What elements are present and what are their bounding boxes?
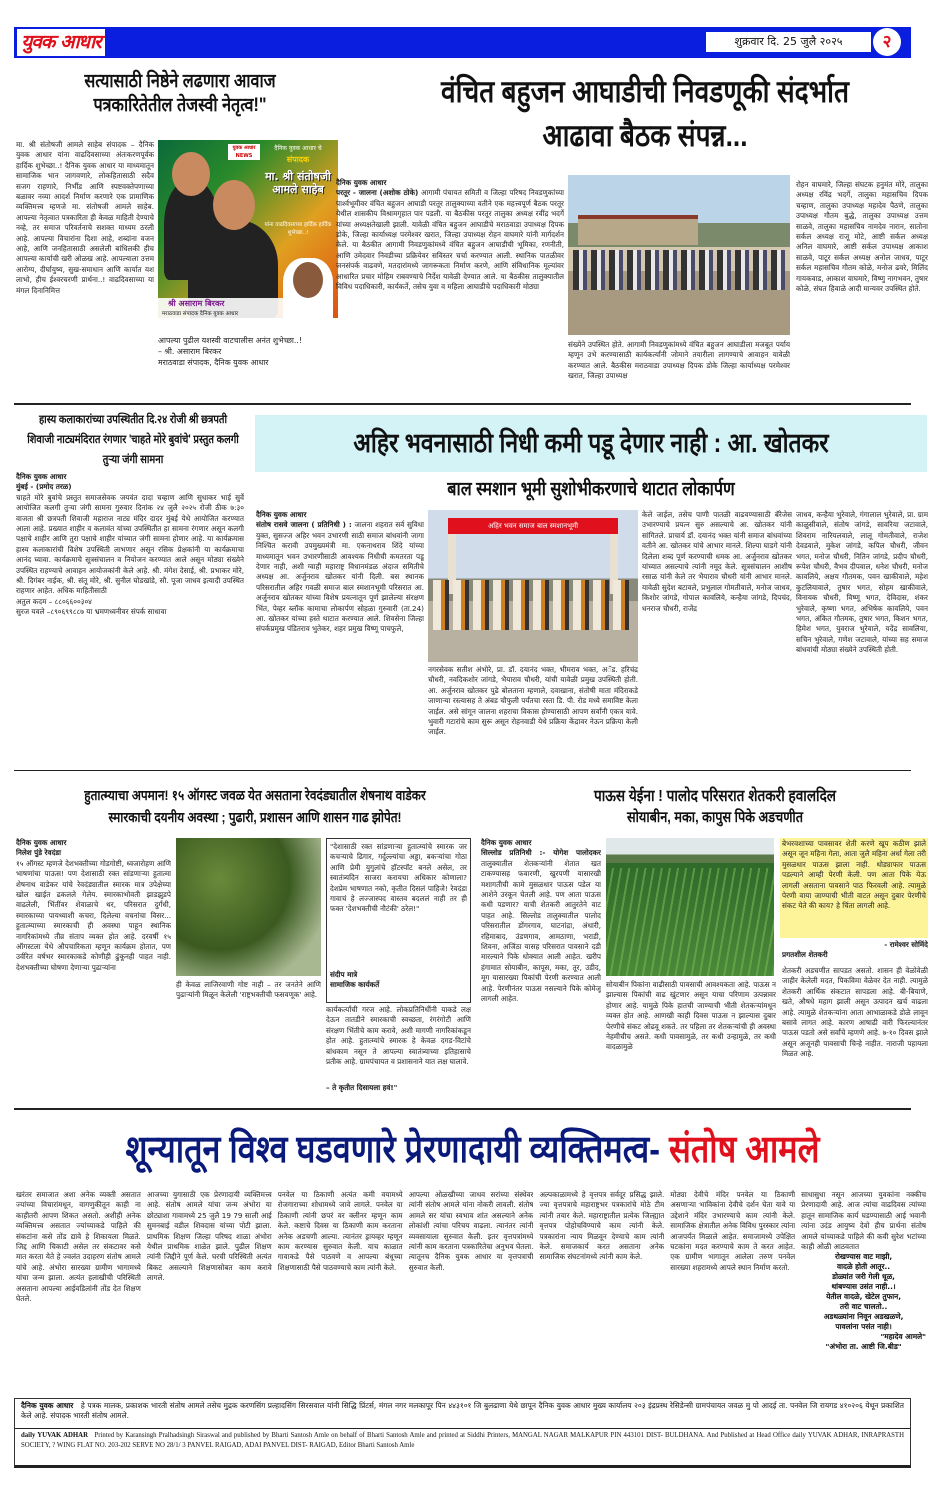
person-face bbox=[172, 152, 210, 196]
story4-dateline: संतोष रासवे जालना ( प्रतिनिधी ) : bbox=[256, 520, 352, 530]
poster-sender-title: मराठवाडा संपादक दैनिक युवक आधार bbox=[162, 311, 239, 317]
story3-body-block bbox=[16, 472, 244, 762]
story7-columns bbox=[16, 1190, 926, 1395]
story4-column1 bbox=[256, 510, 424, 765]
story4-body1: जालना शहरात सर्व सुविधा युक्त, सुसज्ज अहिर भवन उभारणी साठी समाज बांधवांनी जागा निश्चित करावी उपमुख्यमंत्री मा. एकनाथराव शिंदे यांच्या माध्यमातून भवन उभारणीसाठी आवश्यक निधीची कमतरता पडू देणार नाही, अशी ग्वाही महाराष्ट्र विधानमंडळ अंदाज समितीचे अध्यक्ष आ. अर्जुनराव खोतकर यांनी दिली. बस स्थानक परिसरातील अहिर गवळी समाज बाल स्मशानभूमी परिसरात आ. अर्जुनराव खोतकर यांच्या विशेष प्रयत्नातून पूर्ण झालेल्या संरक्षण भिंत, पेव्हर ब्लॉक कामाचा लोकार्पण सोहळा गुरुवारी (ता.24) आ. खोतकर यांच्या हस्ते थाटात करण्यात आले. शिवसेना जिल्हा संपर्कप्रमुख पंडितराव भुतेकर, शहर प्रमुख विष्णू पाचफुले, bbox=[256, 520, 424, 634]
story4-body3: केले जाईल, तसेच पाणी पातळी वाढवण्यासाठी बॅरेजेस उभारण्याचे प्रयत्न सुरु असल्याचे आ. खोतकर यांनी सांगितले. प्राचार्य डॉ. दयानंद भक्त यांनी समाज बांधवांच्या वतीने आ. खोतकर यांचे आभार मानले. शिल्पा घाडगे यांनी दिलेला शब्द पूर्ण करण्याची धमक आ. अर्जुनराव खोतकर यांच्यात असल्याचे त्यांनी नमूद केले. सूत्रसंचालन आशीष रसाळ यांनी केले तर भैयाराव चौधरी यांनी आभार मानले. यावेळी सुदेश बटावले, प्रभुलाल गोमतीवाले, मनोज जाधव, किशोर जांगडे, गोपाल कावलिये, कन्हैया जांगडे, दिपचंद, धनराज चौधरी, राजेंद्र bbox=[642, 510, 792, 613]
story6-highlight-author-title: प्रगतशील शेतकरी bbox=[782, 950, 828, 960]
story2-column1 bbox=[336, 178, 564, 396]
poem-line: अडथळ्यांना निवून अडखळणे, bbox=[823, 1312, 904, 1321]
story1-closing: आपल्या पुढील यशस्वी वाटचालीस अनंत शुभेच्छा..! bbox=[158, 336, 303, 345]
memorial-tree-photo bbox=[176, 838, 321, 976]
story3-body: चाहते मोरे बुवांचे प्रस्तुत समाजसेवक जयवंत दादा चव्हाण आणि सुधाकर भाई सुर्वे आयोजित कलगी तुऱ्या जंगी सामना गुरुवार दिनांक २४ जुलै २०२५ रोजी ठीक ७:३० वाजता श्री छत्रपती शिवाजी महाराज नाट्य मंदिर दादर मुंबई येथे आयोजित करण्यात आला आहे. प्रख्यात शाहीर व कलावंत यांच्या उपस्थितीत हा सामना रंगणार असून कलगी पक्षाचे शाहीर आणि तुरा पक्षाचे शाहीर यांच्यात जंगी सामना होणार आहे. या कार्यक्रमास हास्य कलाकारांची विशेष उपस्थिती लाभणार असून रसिक प्रेक्षकांनी या कार्यक्रमाचा आनंद घ्यावा. कार्यक्रमाचे सूत्रसंचालन व नियोजन करण्यात आले असून मोठ्या संख्येने उपस्थित राहण्याचे आवाहन आयोजकांनी केले आहे. श्री. मंगेश देसाई, श्री. प्रभाकर मोरे, श्री. दिगंबर नाईक, श्री. संतू मोरे, श्री. सुनील घोडखांडे, सौ. पूजा जाधव इत्यादी उपस्थित राहणार आहेत. अधिक माहितीसाठी bbox=[16, 492, 244, 596]
section-divider bbox=[14, 1108, 911, 1110]
story2-source: दैनिक युवक आधार bbox=[336, 178, 387, 187]
story7-column: आजच्या युगासाठी एक प्रेरणादायी व्यक्तिमत्त्व आहे. संतोष आमले यांचा जन्म अंभोरा या छोट्याशा गावामध्ये 25 जुलै 19 79 साली आई सुमनबाई वडील शिवदास यांच्या पोटी झाला. प्राथमिक शिक्षण जिल्हा परिषद शाळा अंभोरा येथील प्राथमिक शाळेत झाले. पुढील शिक्षण त्यांनी जिद्दीने पूर्ण केले. घरची परिस्थिती अत्यंत बिकट असल्याने शिक्षणासोबत काम करावे लागले. bbox=[146, 1190, 272, 1283]
story4-body4: जाधव, कन्हैया भुरेवाले, गंगालाल भुरेवाले, प्रा. ग्राम काळुसीवाले, संतोष जांगडे, सावरिया जटावाले, शिवराम नारियलवाले, लालू गोमतीवाले, राजेश देवडवाले, मुकेश जांगडे, कपिल चौधरी, जीवन भगत, मनोज चौधरी, नितिन जांगडे, प्रदीप चौधरी, रूपेश चौधरी, वैभव दीपवाल, धनेश चौधरी, मनोज कावलिये, अक्षय गौतमक, पवन खाकीवाले, महेश कुटलियावाले, तुषार भगत, सोहम खाकीवाले, विनायक चौधरी, विष्णू भगत, देविदास, शंकर भुरेवाले, कृष्णा भगत, अभिषेक कावलिये, पवन भगत, अंकित गौतमक, तुषार भगत, किशन भगत, हिमेश भगत, युवराज भुरेवाले, यदेंद्र सावलिया, सचिन भुरेवाले, गणेश जटावाले, यांच्या सह समाज बांधवांची मोठ्या संख्येने उपस्थिती होती. bbox=[796, 510, 928, 655]
issue-date: शुक्रवार दि. 25 जुलै २०२५ bbox=[706, 32, 871, 52]
story6-subheadline: सोयाबीन, मका, कापुस पिके अडचणीत bbox=[626, 809, 803, 826]
poster-brand: युवक आधार NEWS bbox=[228, 144, 260, 160]
poster-sender: श्री असाराम बिरकर bbox=[168, 299, 225, 308]
poem-author: "महादेव आमले" bbox=[880, 1332, 927, 1341]
story6-body2: सोयाबीन पिकांना वाढीसाठी पावसाची आवश्यकता आहे. पाऊस न झाल्यास पिकांची वाढ खुंटणार असून याचा परिणाम उत्पन्नावर होणार आहे. यामुळे पिके हातची जाण्याची भीती शेतकऱ्यांमधून व्यक्त होत आहे. आणखी काही दिवस पाऊस न झाल्यास दुबार पेरणीचे संकट ओढवू शकते. तर पहिला तर शेतकऱ्यांची ही अवस्था नेहमीचीच असते. कधी पावसामुळे, तर कधी उन्हामुळे, तर कधी वादळामुळे bbox=[606, 980, 776, 1052]
story6-highlight-author-block bbox=[782, 940, 928, 964]
story5-headline: हुतात्म्याचा अपमान! १५ ऑगस्ट जवळ येत असताना रेवदंड्यातील शेषनाथ वाडेकर bbox=[84, 787, 426, 803]
poster-line2: संपादक bbox=[286, 155, 310, 164]
person-face bbox=[213, 180, 255, 230]
imprint-marathi-label: दैनिक युवक आधार bbox=[21, 1401, 74, 1410]
imprint-footer bbox=[14, 1398, 911, 1468]
story5-quote: "देशासाठी रक्त सांडणाऱ्या हुतात्म्यांचे स्मारक जर कचऱ्याचे ढिगार, गर्दुल्ल्यांचा अड्डा, बकऱ्यांचा गोठा आणि प्रेमी युगुलांचे हॉटस्पॉट बनले असेल, तर स्वातंत्र्यदिन साजरा करायचा अधिकार कोणाला? देशप्रेम भाषणात नको, कृतीत दिसलं पाहिजे! रेवदंडा गावाचं हे लज्जास्पद वास्तव बदललं नाही तर ही फक्त 'देशभक्तीची नौटंकी' ठरेल!" bbox=[330, 842, 467, 914]
story5-quote-author: संदीप मात्रे bbox=[330, 970, 358, 979]
story1-body: मा. श्री संतोषजी आमले साहेब संपादक – दैनिक युवक आधार यांना वाढदिवसाच्या अंतःकरणपूर्वक हार्दिक शुभेच्छा..! दैनिक युवक आधार या माध्यमातून सामाजिक भान जागवणारे, लोकहितासाठी सदैव सजग राहणारे, निर्भीड आणि स्पष्टवक्तेपणाच्या बळावर नव्या आदर्श निर्माण करणारे एक प्रामाणिक व्यक्तिमत्त्व म्हणजे मा. संतोषजी आमले साहेब. आपल्या नेतृत्वात पत्रकारिता ही केवळ माहिती देण्याचे नव्हे, तर समाज परिवर्तनाचे सशक्त माध्यम ठरली आहे. आपल्या विचारांना दिशा आहे, शब्दांना वजन आहे, आणि जनहितासाठी असलेली बांधिलकी हीच आपल्या कार्याची खरी ओळख आहे. आपल्याला उत्तम आरोग्य, दीर्घायुष्य, सुख-समाधान आणि कार्यात यश लाभो, हीच ईश्वरचरणी प्रार्थना..! वाढदिवसाच्या या मंगल दिनानिमित्त bbox=[16, 140, 154, 295]
story1-headline: सत्यासाठी निष्ठेने लढणारा आवाज पत्रकारितेतील तेजस्वी नेतृत्व!" bbox=[84, 71, 276, 116]
story5-body1: १५ ऑगस्ट म्हणजे देशभक्तीच्या गोडगोष्टी, ध्वजारोहण आणि भाषणांचा पाऊस! पण देशासाठी रक्त सांडणाऱ्या हुतात्मा शेषनाथ वाडेकर यांचे रेवदंड्यातील स्मारक मात्र उपेक्षेच्या खोल खाईत ढकलले गेलेय. स्मारकाभोवती झाडझुडपे वाढलेली, भिंतींवर शेवाळाचे थर, परिसरात दुर्गंधी, स्मारकाच्या पायथ्याशी कचरा, दिलेल्या वचनांचा विसर... हुतात्म्याच्या स्मारकाची ही अवस्था पाहून स्थानिक नागरिकांमध्ये तीव्र संताप व्यक्त होत आहे. दरवर्षी १५ ऑगस्टला येथे औपचारिकता म्हणून कार्यक्रम होतात, पण उर्वरित वर्षभर स्मारकाकडे कोणीही ढुंकूनही पाहत नाही. देशभक्तीच्या घोषणा देणाऱ्या पुढाऱ्यांना bbox=[16, 858, 171, 972]
imprint-marathi-text: हे पत्रक मालक, प्रकाशक भारती संतोष आमले तसेच मुद्रक करणसिंग प्रल्हादसिंग सिरसवाल यांनी सिद्धि प्रिंटर्स, मंगल नगर मलकापूर पिन ४४३१०१ जि बुलढाणा येथे छापून दैनिक युवक आधार मुख्य कार्यालय २०३ इंद्रप्रस्थ रेसिडेन्सी ग्रामपंचायत जवळ मु पो आदई ता. पनवेल जि रायगड ४१०२०६ येथून प्रकाशित केले आहे. संपादक भारती संतोष आमले. bbox=[21, 1401, 904, 1420]
poster-wish: यांना वाढदिवसाच्या हार्दिक हार्दिक शुभेच्छा..! bbox=[264, 222, 332, 236]
story5-body2: कार्यकर्त्यांची गरज आहे. लोकप्रतिनिधींनी याकडे लक्ष देऊन तातडीने स्मारकाची स्वच्छता, रंगरंगोटी आणि संरक्षण भिंतीचे काम करावे, अशी मागणी नागरिकांकडून होत आहे. हुतात्म्यांचे स्मारक हे केवळ दगड-विटांचे बांधकाम नसून ते आपल्या स्वातंत्र्याच्या इतिहासाचे प्रतीक आहे. ग्रामपंचायत व प्रशासनाने यात लक्ष घालावे. bbox=[326, 1005, 471, 1067]
poem-line: पावलांना पसंत नाही। bbox=[835, 1322, 892, 1331]
poem bbox=[801, 1252, 926, 1352]
imprint-english-text: Printed by Karansingh Pralhadsingh Siraswal and published by Bharti Santosh Amle on behalf of Bharti Santosh Amle and printed at Siddhi Printers, MANGAL NAGAR MALKAPUR PIN 443101 DIST- BULDHANA. And Published at Head Office daily YUVAK ADHAR, INRAPRASTH SOCIETY, ? WING FLAT NO. 203-202 SERVE NO 28/1/ 3 PANVEL RAIGAD, ADAI PANVEL DIST- RAIGAD, Editor Bharti Santosh Amle bbox=[21, 1432, 904, 1449]
poem-line: वादळे होती आतूर.. bbox=[837, 1262, 891, 1271]
story1-closing-block bbox=[158, 335, 340, 397]
story6-body3: शेतकरी अडचणीत सापडत असतो. शासन ही वेळोवेळी जाहीर केलेली मदत, पिकविमा वेळेवर देत नाही. त्यामुळे शेतकरी आर्थिक संकटात सापडला आहे. बी-बियाणे, खते, औषधे महाग झाली असून उत्पादन खर्च वाढला आहे. त्यामुळे शेतकऱ्यांना आता आभाळाकडे डोळे लावून बसावे लागत आहे. कारण आषाढी वारी फिरल्यानंतर पाऊस पडतो असे सर्वांचे म्हणणे आहे. ७-१० दिवस झाले असून अजूनही पावसाची चिन्हे नाहीत. नाराजी पहायला मिळत आहे. bbox=[782, 966, 928, 1059]
story4-body2: नगरसेवक सतीश अंभोरे, प्रा. डॉ. दयानंद भक्त, भीमराव भक्त, अॅड. हरिचंद्र चौधरी, नवदिकशोर जांगडे, भैयाराव चौधरी, यांची यावेळी प्रमुख उपस्थिती होती. आ. अर्जुनराव खोतकर पुढे बोलताना म्हणाले, दवाखाना, संतोषी माता मंदिराकडे जाणाऱ्या रस्त्यासह ते अंबड चौफुली पर्यंतचा रस्ता डि. पी. रोड मध्ये समाविष्ट केला जाईल. असे सांगून जालना शहराचा विकास होण्यासाठी आपण सर्वांनी एकत्र यावे. भुवारी गटारांचे काम सुरू असून रोहनवाडी येथे प्रक्रिया केंद्रावर नेऊन प्रक्रिया केली जाईल. bbox=[428, 665, 638, 737]
story1-signature: – श्री. असाराम बिरकर bbox=[158, 347, 222, 356]
story4-subheadline: बाल स्मशान भूमी सुशोभीकरणाचे थाटात लोकार्पण bbox=[447, 479, 735, 500]
poem-line: तरी वाट चालतो.. bbox=[839, 1302, 888, 1311]
story5-source: दैनिक युवक आधार bbox=[16, 838, 67, 847]
story2-headline-line1: वंचित बहुजन आघाडीची निवडणूकी संदर्भात bbox=[440, 74, 849, 109]
story6-highlight-author: - रामेश्वर सोमिंदे bbox=[884, 940, 928, 949]
story2-headline-line2: आढावा बैठक संपन्न... bbox=[542, 118, 748, 153]
story5-subheadline: स्मारकाची दयनीय अवस्था ; पुढारी, प्रशासन आणि शासन गाढ झोपेत! bbox=[108, 809, 402, 825]
story7-column: साधासुधा नसून आजच्या युवकांना नक्कीच प्रेरणादायी आहे. आज त्यांचा वाढदिवस त्यांच्या हातून सामाजिक कार्य घडण्यासाठी आई भवानी त्यांना उदंड आयुष्य देवो हीच प्रार्थना संतोष आमले यांच्याकडे पाहिले की कवी सुरेश भटांच्या काही ओळी आठवतात bbox=[801, 1190, 927, 1252]
story2-body3: रोहन वाघमारे, जिल्हा संघटक हनुमंत मोरे, तालुका अध्यक्ष रविंद्र भदर्गे, तालुका महासचिव दिपक चव्हाण, तालुका उपाध्यक्ष महादेव पैठणे, तालुका उपाध्यक्ष गौतम बुद्धे, तालुका उपाध्यक्ष उत्तम साळवे, तालुका महासचिव नामदेव नारान, सातोना सर्कल अध्यक्ष राजू मोटे, आष्टी सर्कल अध्यक्ष अनिल वाघमारे, आष्टी सर्कल उपाध्यक्ष आकाश साळवे, पाटूर सर्कल अध्यक्ष अनोल जाधव, पाटूर सर्कल महासचिव गौतम कोळे, मनोज ढवरे, मिलिंद गायकवाड, आकाश वाघमारे, विष्णु नागभवन, तुषार कोळे, संघत हिवाळे आदी मान्यवर उपस्थित होते. bbox=[796, 180, 928, 294]
poem-line: येतील वादळे, खेटेल तुफान, bbox=[826, 1292, 902, 1301]
section-divider bbox=[14, 770, 911, 771]
story3-headline: हास्य कलाकारांच्या उपस्थितीत दि.२४ रोजी श्री छत्रपती शिवाजी नाट्यमंदिरात रंगणार 'चाहते मोरे बुवांचे' प्रस्तुत कलगी तुऱ्या जंगी सामना bbox=[27, 414, 239, 466]
story7-headline bbox=[71, 1118, 874, 1182]
story7-last-column bbox=[801, 1190, 926, 1395]
story6-source: दैनिक युवक आधार bbox=[481, 838, 532, 847]
story5-caption: ही केवळ लाजिरवाणी गोष्ट नाही – तर जनतेने आणि पुढाऱ्यांनी मिळून केलेली 'राष्ट्रभक्तीची फसवणूक' आहे. bbox=[176, 980, 321, 1000]
story7-headline-part1: शून्यातून विश्व घडवणारे प्रेरणादायी व्यक्तिमत्व- bbox=[125, 1129, 661, 1171]
poster-line1: दैनिक युवक आधार चे bbox=[274, 145, 322, 152]
story5-dateline: निलेश पुंडे रेवदंडा bbox=[16, 848, 62, 858]
story4-headline: अहिर भवनासाठी निधी कमी पडू देणार नाही : आ. खोतकर bbox=[353, 428, 829, 458]
story5-quote-box bbox=[326, 838, 471, 1003]
story7-column: खरंतर समाजात अशा अनेक व्यक्ती असतात ज्यांच्या विचारांमधून, वागणुकीतून काही ना काहीतरी आपण शिकत असतो. अशीही अनेक व्यक्तिमत्त्व असतात ज्यांच्याकडे पाहिले की संकटांना कसे तोंड द्यावे हे शिकायला मिळते. जिद्द आणि चिकाटी असेल तर संकटावर कसे मात करता येते हे ज्वलंत उदाहरण संतोष आमले यांचे आहे. अंभोरा सारख्या ग्रामीण भागामध्ये यांचा जन्म झाला. अत्यंत हलाखीची परिस्थिती असताना आपल्या आईवडिलांनी तोंड देत शिक्षण घेतले. bbox=[16, 1190, 141, 1304]
story5-closing: – ते कृतीत दिसायला हवं!" bbox=[326, 1083, 398, 1092]
story6-headline: पाऊस येईना ! पालोद परिसरात शेतकरी हवालदिल bbox=[593, 788, 837, 805]
birthday-poster bbox=[158, 140, 338, 318]
story7-column: मोठ्या देवीचे मंदिर पनवेल या ठिकाणी असणाऱ्या भाविकांना देवीचे दर्शन घेता यावे या उद्देशाने मंदिर उभारण्याचे काम त्यांनी केले. सामाजिक क्षेत्रातील अनेक विविध पुरस्कार त्यांना आजपर्यंत मिळाले आहेत. समाजामध्ये उपेक्षित घटकांना मदत करण्याचे काम ते करत आहेत. एक ग्रामीण भागातून आलेला तरुण पनवेल सारख्या शहरामध्ये आपले स्थान निर्माण करतो. bbox=[670, 1190, 796, 1272]
masthead bbox=[14, 27, 911, 58]
story2-dateline: परतूर - जालना (अशोक ठोके) bbox=[336, 188, 419, 198]
crop-field-photo bbox=[606, 838, 774, 976]
story2-body1: आगामी पंचायत समिती व जिल्हा परिषद निवडणुकांच्या पार्श्वभूमीवर वंचित बहुजन आघाडी परतूर तालुक्याच्या वतीने एक महत्त्वपूर्ण बैठक परतूर येथील शासकीय विश्रामगृहात पार पडली. या बैठकीस परतूर तालुका अध्यक्ष रवींद्र भदर्गे यांच्या अध्यक्षतेखाली झाली. यावेळी वंचित बहुजन आघाडीचे मराठवाडा उपाध्यक्ष दिपक डोके, जिल्हा कार्याध्यक्ष परमेश्वर खरात, जिल्हा उपाध्यक्ष रोहन वाघमारे यांनी मार्गदर्शन केले. या बैठकीत आगामी निवडणुकांमध्ये वंचित बहुजन आघाडीची भूमिका, रणनीती, आणि उमेदवार निवडीच्या प्रक्रियेवर सविस्तर चर्चा करण्यात आली. स्थानिक पातळीवर जनसंपर्क वाढवणे, मतदारांमध्ये जागरूकता निर्माण करणे, आणि संविधानिक मूल्यांवर आधारित प्रचार मोहिम राबवण्याचे निर्देश यावेळी देण्यात आले. या बैठकीस तालुक्यातील विविध पदाधिकारी, कार्यकर्ते, तसेच युवा व महिला आघाडीचे पदाधिकारी मोठ्या bbox=[336, 188, 564, 292]
story1-signature-title: मराठवाडा संपादक, दैनिक युवक आधार bbox=[158, 358, 269, 367]
page-number: २ bbox=[873, 28, 901, 56]
story7-column: पनवेल या ठिकाणी अत्यंत कमी वयामध्ये रोजगाराच्या शोधामध्ये जावे लागले. पनवेल या ठिकाणी त्यांनी छपरं वर क्लीनर म्हणून काम केले. कष्टाचे दिवस या ठिकाणी काम करताना अनेक अडचणी आल्या. त्यानंतर ड्रायव्हर म्हणून काम करण्यास सुरुवात केली. याच काळात गावाकडे पैसे पाठवणे व आपल्या बंधूच्या शिक्षणासाठी पैसे पाठवण्याचे काम त्यांनी केले. bbox=[277, 1190, 403, 1272]
story3-contact2: सुरज यवले –८९०६९९८८७ या भ्रमणध्वनीवर संपर्क साधावा bbox=[16, 607, 167, 617]
story3-source: दैनिक युवक आधार bbox=[16, 472, 67, 481]
newspaper-logo: युवक आधार bbox=[17, 29, 105, 56]
story6-body1: तालुक्यातील शेतकऱ्यांनी शेतात खत टाकण्यासह फवारणी, खुरपणी यासारखी मशागतीची कामे मुसळधार पाऊस पडेल या आशेने उरकून घेतली आहे. पण आता पाऊस कधी पडणार? याची शेतकरी आतुरतेने वाट पाहत आहे. सिल्लोड तालुक्यातील पालोद परिसरातील डोंगरगाव, घाटनांद्रा, अंधारी, रहिमाबाद, उंडणगाव, आमठाणा, भराडी, शिवना, अजिंठा यासह परिसरात पावसाने दडी मारल्याने पिके धोक्यात आली आहेत. खरीप हंगामात सोयाबीन, कापूस, मका, तूर, उडीद, मूग यासारख्या पिकांची पेरणी करण्यात आली आहे. पेरणीनंतर पाऊस नसल्याने पिके कोमेजू लागली आहेत. bbox=[481, 858, 601, 1004]
memorial-sign: अहिर भवन समाज बाल स्मशानभूमी bbox=[448, 518, 618, 534]
story6-dateline: सिल्लोड प्रतिनिधी :- योगेश पालोदकर bbox=[481, 848, 601, 858]
poster-name: मा. श्री संतोषजी आमले साहेब bbox=[265, 170, 331, 196]
story3-dateline: मुंबई - (प्रमोद तरळ) bbox=[16, 482, 72, 492]
story5-quote-author-title: सामाजिक कार्यकर्ते bbox=[330, 980, 380, 990]
story4-headline-box bbox=[255, 415, 927, 472]
poem-line: रोखण्यास वाट माझी, bbox=[834, 1252, 893, 1261]
story7-column: अल्पकाळामध्ये हे वृत्तपत्र सर्वदूर प्रसिद्ध झाले. ज्या वृत्तपत्राचे महाराष्ट्रभर पत्रकारांचे मोठे टीम त्यांनी तयार केले. महाराष्ट्रातील प्रत्येक जिल्ह्यात वृत्तपत्र पोहोचविण्याचे काम त्यांनी केले. पत्रकारांना न्याय मिळवून देण्याचे काम त्यांनी केले. समाजकार्य करत असताना अनेक सामाजिक संघटनांमध्ये त्यांनी काम केले. bbox=[539, 1190, 665, 1262]
poem-place: "अंभोरा ता. आष्टी जि.बीड" bbox=[825, 1342, 902, 1351]
imprint-english-label: daily YUVAK ADHAR bbox=[21, 1432, 89, 1439]
story3-contact1: अतुल कदम – ८८०६६००३०४ bbox=[16, 596, 92, 606]
poem-line: डोळ्यांत जरी गेली धूळ, bbox=[832, 1272, 895, 1281]
story6-column1 bbox=[481, 838, 601, 1093]
story7-column: आपल्या ओळखीच्या जाधव सरांच्या संस्थेवर त्यांनी संतोष आमले यांना नोकरी लावली. संतोष आमले सर यांचा स्वभाव शांत असल्याने अनेक लोकांशी त्यांचा परिचय वाढला. त्यानंतर त्यांनी व्यवसायाला सुरुवात केली. इतर वृत्तपत्रांमध्ये त्यांनी काम करताना पत्रकारितेचा अनुभव घेतला. त्यातूनच दैनिक युवक आधार या वृत्तपत्राची सुरुवात केली. bbox=[408, 1190, 534, 1272]
inauguration-photo bbox=[428, 510, 638, 662]
sender-photo bbox=[283, 258, 333, 318]
story4-source: दैनिक युवक आधार bbox=[256, 510, 307, 519]
story5-column1 bbox=[16, 838, 171, 1093]
section-divider bbox=[14, 403, 911, 405]
story6-highlight: बेभरवशाच्या पावसावर शेती करणे खूप कठीण झाले असून जून महिना गेला, आता जुलै महिना अर्धा गेला तरी मुसळधार पाऊस झाला नाही. थोड्याफार पाऊस पडल्याने आम्ही पेरणी केली. पण आता पिके येऊ लागली असताना पावसाने पाठ फिरवली आहे. त्यामुळे पेरणी वाया जाण्याची भीती वाटत असून दुबार पेरणीचे संकट येते की काय? हे चिंता लागली आहे. bbox=[780, 838, 928, 938]
story2-body2: संख्येने उपस्थित होते. आगामी निवडणुकांमध्ये वंचित बहुजन आघाडीला मजबूत पर्याय म्हणून उभे करण्यासाठी कार्यकर्त्यांनी जोमाने तयारीला लागण्याचे आवाहन यावेळी करण्यात आले. बैठकीस मराठवाडा उपाध्यक्ष दिपक डोके जिल्हा कार्याध्यक्ष परमेश्वर खरात, जिल्हा उपाध्यक्ष bbox=[568, 340, 790, 381]
poem-line: थांबण्यास उसंत नाही..। bbox=[831, 1282, 896, 1291]
story7-headline-part2: संतोष आमले bbox=[668, 1129, 820, 1171]
meeting-group-photo bbox=[568, 175, 790, 335]
story2-headline bbox=[394, 70, 896, 158]
